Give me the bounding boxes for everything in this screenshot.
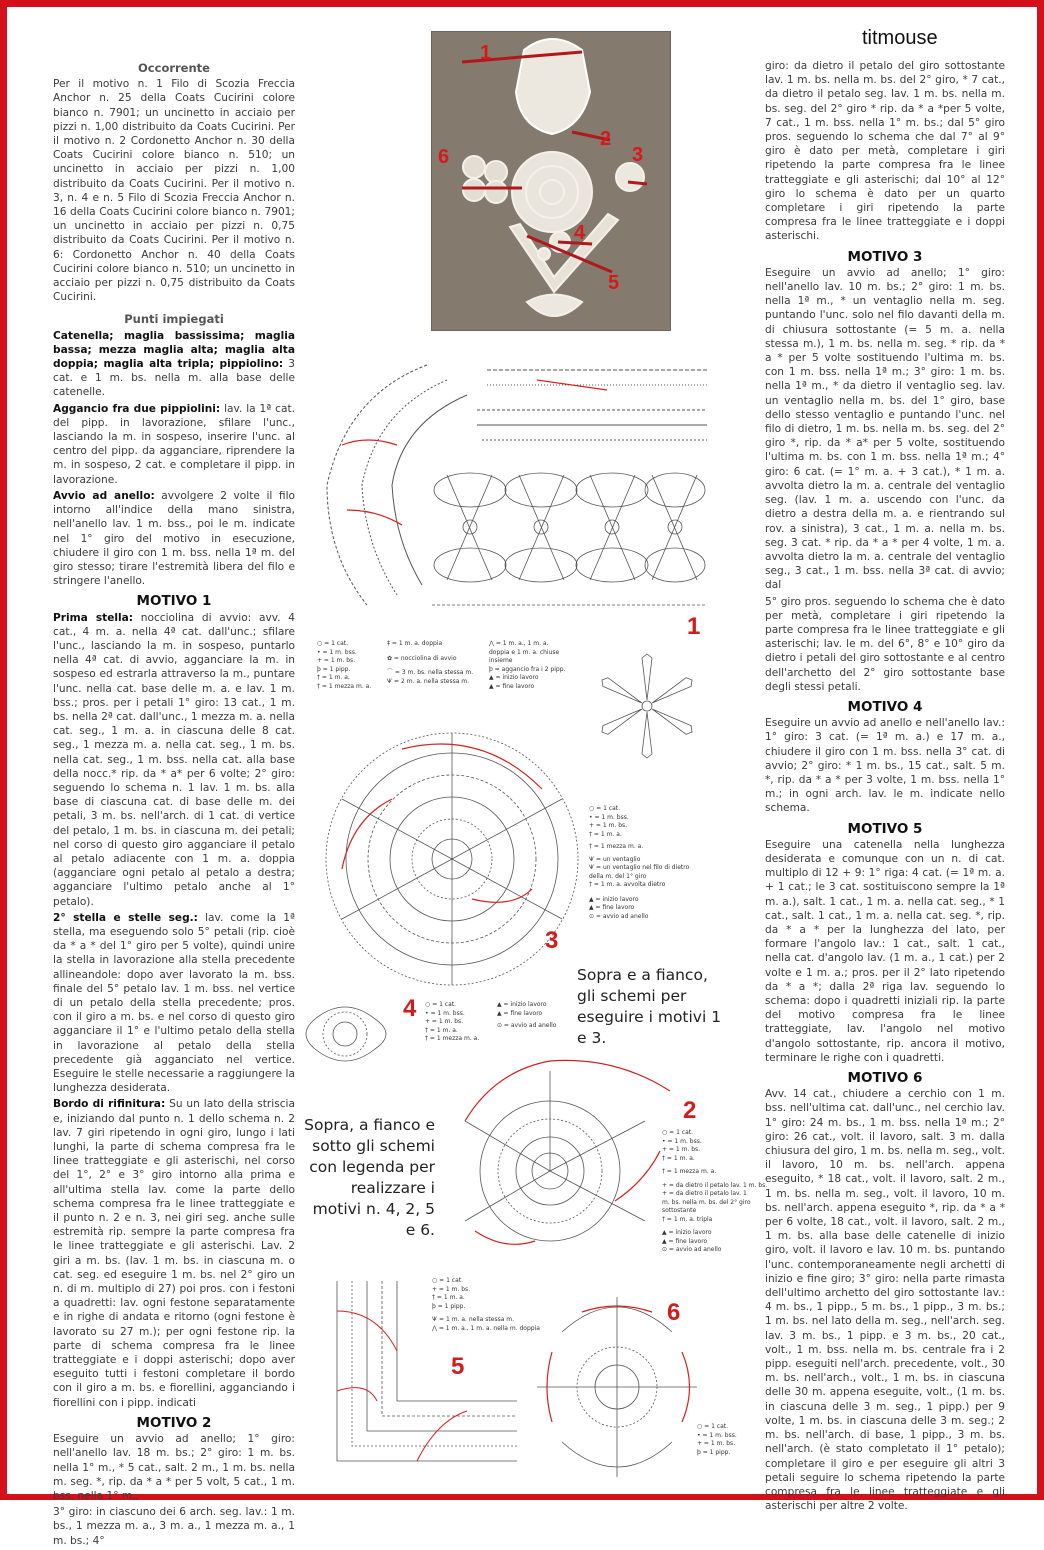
legend-item: + = 1 m. bs. [589,822,628,829]
avvio-paragraph [53,489,295,588]
legend-item: ▲ = inizio lavoro [497,1001,547,1008]
caption-motivi-4-2-5-6: Sopra, a fianco e sotto gli schemi con legenda per realizzare i motivi n. 4, 2, 5 e 6. [304,1116,435,1239]
schema-number-5: 5 [451,1353,465,1380]
legend-item: Ѱ = 1 m. a. nella stessa m. [432,1316,515,1323]
prima-bold: Prima stella: [53,611,134,624]
photo-label-5: 5 [608,272,620,294]
legend-item: † = 1 mezza m. a. [662,1168,717,1175]
schema-motivo1-border [307,335,717,635]
legend-item: Ѱ = un ventaglio [589,855,641,863]
motivo5-text: Eseguire una catenella nella lunghezza desiderata e comunque con un n. di cat. multiplo di 12 + 9: 1° riga: 4 cat. (= 1ª m. a. + 1 cat.; le 3 cat. sostituiscono sempre la 1ª m. a.), salt. 1 cat., 1 m. a. nella cat. seg., * 1 cat., salt. 1 cat., 1 m. a. nella cat. seg. *, rip. da * a * per la lunghezza del lato, per formare l'angolo lav.: 1 cat., salt. 1 cat., nella cat. d'angolo lav. (1 m. a., 1 cat.) per 2 volte e 1 m. a.; pros. per il 2° lato ripetendo da * a *; dalla 2ª riga lav. seguendo lo schema: dopo i quadretti iniziali rip. la parte del motivo compresa fra le linee tratteggiate, lav. l'angolo nel motivo d'angolo sottostante, rip. ancora il motivo, terminare le righe con i quadretti. [765,838,1005,1064]
legend-item: ▲ = fine lavoro [489,682,535,690]
lace-photo-art [432,32,670,330]
punti-paragraph [53,329,295,400]
legend-item: † = 1 m. a. avvolta dietro [589,881,666,888]
schema-motivo4 [305,999,399,1069]
motivo2-continued: giro: da dietro il petalo del giro sottostante lav. 1 m. bs. nella m. bs. del 2° giro, * 7 cat., da dietro il petalo seg. lav. 1 m. bs. nella m. bs. seg. del 2° giro * rip. da * a *per 5 volte, 7 cat., 1 m. bss. nella 1° m. bs.; dal 5° giro pros. seguendo lo schema che dal 7° al 9° giro è dato per metà, completare i giri ripetendo la parte compresa fra le linee tratteggiate e gli asterischi; dal 10° al 12° giro lo schema è dato per un quarto completare i giri ripetendo la parte compresa fra le linee tratteggiate e i doppi asterischi. [765,60,1005,243]
legend-item: • = 1 m. bss. [317,648,357,656]
legend-item: † = 1 m. a. tripla [662,1215,713,1223]
right-column [765,59,1005,1515]
schema-number-3: 3 [545,927,559,954]
schema-motivo3 [312,719,582,999]
bordo-paragraph [53,1097,295,1409]
photo-label-1: 1 [480,42,492,64]
seconda-bold: 2° stella e stelle seg.: [53,911,198,924]
legend-item: † = 1 mezza m. a. [317,682,372,690]
legend-item: ○ = 1 cat. [432,1277,464,1284]
avvio-bold: Avvio ad anello: [53,489,155,502]
legend-item: • = 1 m. bss. [697,1431,737,1439]
legend-item: ‡ = 1 m. a. doppia [387,640,443,647]
legend-motivo6 [697,1423,737,1457]
legend-item: † = 1 m. a. [425,1026,458,1034]
legend-motivo4b [497,1001,556,1031]
legend-item: ϸ = 1 pipp. [317,665,351,673]
legend-item: ▲ = inizio lavoro [589,895,639,903]
motivo1-heading: MOTIVO 1 [136,593,212,610]
legend-item: ▲ = fine lavoro [497,1009,543,1017]
legend-item: ▲ = inizio lavoro [662,1229,712,1236]
punti-heading: Punti impiegati [124,312,224,327]
legend-motivo1-col3 [489,640,569,691]
legend-item: • = 1 m. bss. [425,1009,465,1017]
legend-item: † = 1 m. a. [432,1294,465,1301]
motivo3-heading: MOTIVO 3 [847,248,923,265]
legend-item: + = da dietro il petalo lav. 1 m. bs. nella m. bs. del 2° giro sottostante [662,1190,751,1214]
watermark: titmouse [862,27,938,49]
punti-bold: Catenella; maglia bassissima; maglia bassa; mezza maglia alta; maglia alta doppia; maglia alta tripla; pippiolino: [53,329,295,371]
legend-item: † = 1 mezza m. a. [425,1035,480,1042]
legend-item: ▲ = inizio lavoro [489,674,539,681]
legend-item: ✿ = nocciolina di avvio [387,654,457,662]
legend-item: + = da dietro il petalo lav. 1 m. bs. [662,1181,768,1189]
lace-photo [431,31,671,331]
legend-item: ⊙ = avvio ad anello [662,1246,722,1253]
legend-item: + = 1 m. bs. [425,1018,464,1025]
legend-item: † = 1 m. a. [317,674,350,681]
legend-item: Ѱ = 2 m. a. nella stessa m. [387,677,470,685]
legend-item: ▲ = fine lavoro [589,904,635,911]
legend-item: ⋀ = 1 m. a., 1 m. a. nella m. doppia [432,1324,540,1332]
motivo6-text: Avv. 14 cat., chiudere a cerchio con 1 m. bss. nell'ultima cat. dall'unc., nel cerchio lav. 1° giro: 24 m. bs., 1 m. bss. nella 1ª m.; 2° giro: 26 cat., volt. il lavoro, salt. 3 m. dalla chiusura del giro, 1 m. bs. nella m. seg., volt. il lavoro, 10 m. bs. nell'arch. appena eseguito, * 18 cat., volt. il lavoro, salt. 2 m., 1 m. bs. nella m. seg., volt. il lavoro, 10 m. bs. nell'arch. appena eseguito *, rip. da * a * per 6 volte, 18 cat., volt. il lavoro, salt. 2 m., 1 m. bs. alla base delle catenelle di inizio giro, volt. il lavoro e lav. 10 m. bs. puntando l'unc. contemporaneamente negli archetti di inizio e fine giro; 3° giro: nella parte rimasta dell'ultimo archetto del giro sottostante lav.: 4 m. bs., 1 pipp., 5 m. bs., 1 pipp., 3 m. bs.; 1 m. bs. nel lato della m. seg., nell'arch. seg. lav. 3 m. bs., 1 pipp. e 3 m. bs., 20 cat., volt., 1 m. bss. nella m. bs. centrale fra i 2 pipp. eseguiti nell'arch. precedente, volt., 30 m. bs. nell'arch., volt., 1 m. bs. in ciascuna delle 30 m. appena eseguite, volt., (1 m. bs. in ciascuna delle 3 m. seg., 1 pipp.) per 9 volte, 1 m. bs. in ciascuna delle 3 m. seg.; 2 m. bs. nell'arch. di base, 1 pipp., 3 m. bs. nell'arch. (è stato completato il 1° petalo); completare il giro e per eseguire gli altri 3 petali seguire lo schema ripetendo la parte compresa fra le linee tratteggiate e gli asterischi per altre 2 volte. [765,1088,1005,1513]
prima-stella-paragraph [53,611,295,909]
legend-item: ○ = 1 cat. [589,805,621,812]
legend-motivo3 [589,805,699,921]
schema-motivo2 [445,1051,677,1261]
schema-motivo1-star [592,651,702,761]
motivo3-text: Eseguire un avvio ad anello; 1° giro: nell'anello lav. 10 m. bs.; 2° giro: 1 m. bs. nella 1ª m., * un ventaglio nella m. seg. puntando l'unc. solo nel filo davanti della m. di chiusura sottostante (= 5 m. a. nella stessa m.), 1 m. bs. nella m. seg. * rip. da * a * per 5 volte sostituendo l'ultima m. bs. con 1 m. bss. nella 1ª m.; 3° giro: 1 m. bs. nella 1ª m., * da dietro il ventaglio seg. lav. un ventaglio nella m. bs. del 1° giro, base dello stesso ventaglio e puntando l'unc. nel filo di dietro, 1 m. bs. nella m. bs. seg. del 2° giro *, rip. da * a* per 5 volte, sostituendo l'ultima m. bs. con 1 m. bss. nella 1ª m.; 4° giro: 6 cat. (= 1° m. a. + 3 cat.), * 1 m. a. avvolta dietro la m. a. centrale del ventaglio seg. (lav. 1 m. a. uscendo con l'unc. da dietro a destra della m. a. e rientrando sul rov. a sinistra), 3 cat., 1 m. a. nella m. bs. seg. 3 cat. * rip. da * a * per 4 volte, 1 m. a. avvolta dietro la m. a. centrale del ventaglio seg., 3 cat., 1 m. bss. nella 3ª cat. di avvio; dal [765,266,1005,592]
photo-label-4: 4 [574,222,586,244]
legend-item: † = 1 mezza m. a. [589,843,644,850]
caption-motivi-1-3: Sopra e a fianco, gli schemi per eseguire i motivi 1 e 3. [577,966,722,1047]
legend-item: ⊙ = avvio ad anello [497,1022,557,1029]
seconda-text: lav. come la 1ª stella, ma eseguendo solo 5° petali (rip. cioè da * a * del 1° giro per 5 volte), quindi unire la stella in lavorazione alla stella precedente allineandole: dopo aver lavorato la m. bss. finale del 5° petalo lav. 1 m. bss. nel vertice di un petalo della stella precedente; pros. con il giro a m. bs. e nel corso di questo giro agganciare il 1° e l'ultimo petalo della stella in lavorazione al petalo della stella precedente già agganciato nel vertice. Eseguire le stelle necessarie a raggiungere la lunghezza desiderata. [53,911,295,1095]
legend-item: † = 1 m. a. [589,830,622,838]
legend-item: • = 1 m. bss. [662,1137,702,1145]
legend-item: ▲ = fine lavoro [662,1237,708,1245]
photo-label-6: 6 [438,146,450,168]
avvio-text: avvolgere 2 volte il filo intorno all'indice della mano sinistra, nell'anello lav. 1 m. bss., poi le m. indicate nel 1° giro del motivo in esecuzione, chiudere il giro con 1 m. bss. nella 1ª m. del giro stesso; tirare l'estremità libera del filo e stringere l'anello. [53,489,295,588]
legend-item: ϸ = aggancio fra i 2 pipp. [489,665,566,673]
occorrente-heading: Occorrente [138,61,210,75]
punti-text: 3 cat. e 1 m. bs. nella m. alla base delle catenelle. [53,358,295,399]
legend-item: + = 1 m. bs. [697,1440,736,1447]
legend-motivo1-col1 [317,640,371,691]
photo-label-2: 2 [600,128,612,150]
legend-item: ○ = 1 cat. [317,640,349,647]
legend-motivo2 [662,1129,767,1255]
legend-item: + = 1 m. bs. [317,657,356,664]
motivo2-text2: 3° giro: in ciascuno dei 6 arch. seg. lav.: 1 m. bs., 1 mezza m. a., 3 m. a., 1 mezza m. a., 1 m. bs.; 4° [53,1506,295,1547]
bordo-text: Su un lato della striscia e, iniziando dal punto n. 1 dello schema n. 2 lav. 7 giri ripetendo in ogni giro, lungo i lati lunghi, la parte di schema compresa fra le linee tratteggiate e gli asterischi, nel corso del 1°, 2° e 3° giro intorno alla prima e all'ultima stella lav. come la parte dello schema compresa fra le linee tratteggiate e il punto n. 2 e n. 3, nei giri seg. anche sulle estremità rip. sempre la parte compresa fra le linee tratteggiate e gli asterischi. Lav. 2 giri a m. bs. (lav. 1 m. bs. in ciascuna m. o cat. seg. ed eseguire 1 m. bs. nel 2° giro un n. di m. multiplo di 27) poi pros. con i festoni a quadretti: lav. ogni festone separatamente e in righe di andata e ritorno (ogni festone è lavorato su 27 m.); per ogni festone rip. la parte di schema compresa fra le linee tratteggiate e i doppi asterischi; dopo aver eseguito tutti i festoni completare il bordo con il giro a m. bs. e fiorellini, agganciando i fiorellini con i pipp. indicati [53,1098,295,1409]
occorrente-text: Per il motivo n. 1 Filo di Scozia Freccia Anchor n. 25 della Coats Cucirini colore bianco n. 7901; un uncinetto in acciaio per pizzi n. 1,00 distribuito da Coats Cucirini. Per il motivo n. 2 Cordonetto Anchor n. 30 della Coats Cucirini colore bianco n. 510; un uncinetto in acciaio per pizzi n. 1,00 distribuito da Coats Cucirini. Per il motivo n. 3, n. 4 e n. 5 Filo di Scozia Freccia Anchor n. 16 della Coats Cucirini colore bianco n. 7901; un uncinetto in acciaio per pizzi n. 0,75 distribuito da Coats Cucirini. Per il motivo n. 6: Cordonetto Anchor n. 40 della Coats Cucirini colore bianco n. 510; un uncinetto in acciaio per pizzi n. 0,75 distribuito da Coats Cucirini. [53,78,295,304]
aggancio-paragraph [53,402,295,487]
motivo5-heading: MOTIVO 5 [847,820,923,837]
aggancio-bold: Aggancio fra due pippiolini: [53,402,221,415]
legend-item: Ѱ = un ventaglio nel filo di dietro della m. del 1° giro [589,864,690,880]
legend-motivo1-col2 [387,640,473,686]
left-column [53,59,295,1550]
prima-text: nocciolina di avvio: avv. 4 cat., 4 m. a. nella 4ª cat. dall'unc.; sfilare l'unc., lasciando la m. in sospeso, puntarlo nella 4ª cat. di avvio, agganciare la m. in sospeso ed estrarla attraverso la m., puntare l'unc. nella cat. base delle m. a. e lav. 1 m. bss.; pros. per i petali 1° giro: 13 cat., 1 m. bs. nella 2ª cat. dall'unc., 1 mezza m. a. nella cat. seg., 1 m. a. in ciascuna delle 8 cat. seg., 1 mezza m. a. nella cat. seg., 1 m. bs. nella cat. seg., 1 m. bss. nella cat. alla base della nocc.* rip. da * a* per 6 volte; 2° giro: seguendo lo schema n. 1 lav. 1 m. bs. alla base di ciascuna cat. di base delle m. dei petali, 3 m. bs. nell'arch. di 1 cat. di vertice del petalo, 1 m. bs. in ciascuna m. dei petali; nel corso di questo giro agganciare il petalo al petalo adiacente con 1 m. a. doppia (agganciare ogni petalo al petalo a destra; agganciare l'ultimo petalo anche al 1° petalo). [53,611,295,908]
motivo3-text2: 5° giro pros. seguendo lo schema che è dato per metà, completare i giri ripetendo la parte compresa fra le linee tratteggiate e gli asterischi; lav. le m. del 6°, 8° e 10° giro da dietro i petali del giro sottostante e al centro dell'archetto del 2° giro sottostante base degli stessi petali. [765,595,1005,693]
motivo2-text: Eseguire un avvio ad anello; 1° giro: nell'anello lav. 18 m. bs.; 2° giro: 1 m. bs. nella 1° m., * 5 cat., salt. 2 m., 1 m. bs. nella m. seg. *, rip. da * a * per 5 volt, 5 cat., 1 m. bss. nella 1° m., [53,1433,295,1502]
legend-item: † = 1 m. a. [662,1154,695,1162]
legend-item: ⌒ = 3 m. bs. nella stessa m. [387,669,474,676]
legend-item: • = 1 m. bss. [589,813,629,821]
bordo-bold: Bordo di rifinitura: [53,1098,166,1111]
legend-motivo4 [425,1001,479,1044]
schema-number-1: 1 [687,613,701,640]
legend-item: ⊙ = avvio ad anello [589,912,649,920]
legend-motivo5 [432,1277,540,1333]
schema-number-4: 4 [403,995,417,1022]
motivo2-heading: MOTIVO 2 [136,1414,212,1431]
legend-item: ϸ = 1 pipp. [432,1302,466,1310]
motivo4-heading: MOTIVO 4 [847,698,923,715]
aggancio-text: lav. la 1ª cat. del pipp. in lavorazione, sfilare l'unc., lasciando la m. in sospeso, inserire l'unc. al centro del pipp. da agganciare, riprendere la m. in sospeso, 2 cat. e completare il pipp. in lavorazione. [53,402,295,486]
seconda-stella-paragraph [53,911,295,1096]
legend-item: ○ = 1 cat. [662,1129,694,1136]
legend-item: ⋀ = 1 m. a., 1 m. a. doppia e 1 m. a. chiuse insieme [489,640,560,664]
schema-number-2: 2 [683,1097,697,1124]
legend-item: ○ = 1 cat. [425,1001,457,1008]
legend-item: + = 1 m. bs. [432,1285,471,1293]
legend-item: + = 1 m. bs. [662,1146,701,1153]
schema-number-6: 6 [667,1299,681,1326]
motivo4-text: Eseguire un avvio ad anello e nell'anello lav.: 1° giro: 3 cat. (= 1ª m. a.) e 17 m. a., chiudere il giro con 1 m. bss. nella 3° cat. di avvio; 2° giro: * 1 m. bs., 15 cat., salt. 5 m. *, rip. da * a * per 3 volte, 1 m. bss. nella 1° m.; in ogni arch. lav. le m. indicate nello schema. [765,717,1005,815]
legend-item: ○ = 1 cat. [697,1423,729,1430]
motivo6-heading: MOTIVO 6 [847,1070,923,1087]
photo-label-3: 3 [632,144,644,166]
legend-item: ϸ = 1 pipp. [697,1448,731,1456]
